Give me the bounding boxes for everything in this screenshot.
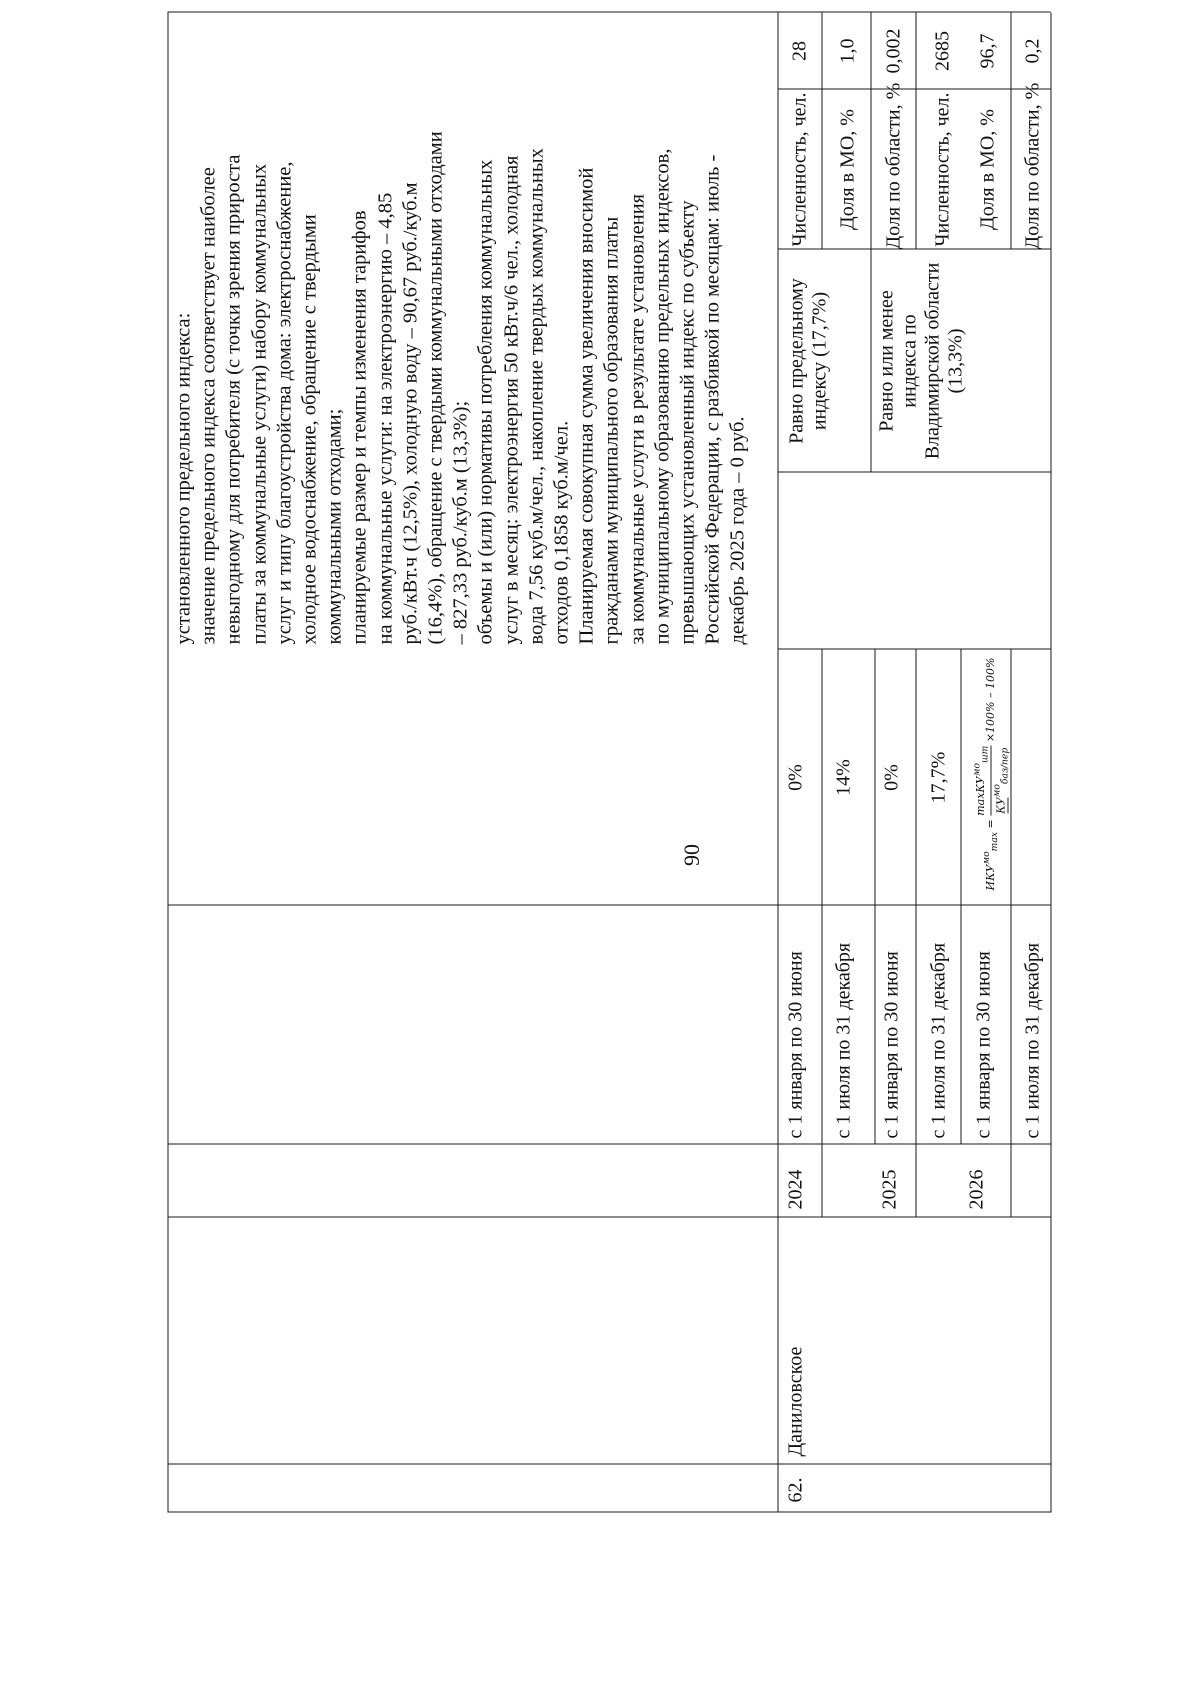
- value-count-1: 28: [788, 41, 811, 61]
- year-2024: 2024: [784, 1169, 807, 1210]
- period-2026-h1: с 1 января по 30 июня: [972, 951, 995, 1139]
- page-number: 90: [679, 844, 704, 866]
- description-line: услуг и типу благоустройства дома: электроснабжение,: [273, 161, 296, 645]
- period-2026-h2: с 1 июля по 31 декабря: [1021, 942, 1044, 1139]
- description-line: Российской Федерации, с разбивкой по месяцам: июль -: [701, 154, 724, 645]
- indicator-share-region-2: Доля по области, %: [1021, 82, 1044, 250]
- description-line: на коммунальные услуги: на электроэнергию – 4,85: [374, 192, 397, 645]
- description-line: гражданами муниципального образования платы: [600, 216, 623, 645]
- period-2024-h1: с 1 января по 30 июня: [784, 951, 807, 1139]
- indicator-share-mo-2: Доля в МО, %: [976, 109, 999, 230]
- group-label-line: Владимирской области: [921, 262, 944, 460]
- municipality-name: Даниловское: [784, 1346, 807, 1457]
- col-divider-year: [168, 1144, 1051, 1145]
- col-divider-index: [778, 649, 1051, 650]
- index-description: [172, 0, 752, 645]
- group-label-line: индекса по: [898, 314, 921, 408]
- formula-tail: ×100% – 100%: [983, 657, 997, 743]
- description-line: отходов 0,1858 куб.м/чел.: [550, 420, 573, 645]
- indicator-count-1: Численность, чел.: [788, 92, 811, 247]
- indicator-divider-3: [1011, 13, 1012, 250]
- formula-fraction: [972, 746, 1011, 816]
- index-2024-h1: 0%: [784, 764, 807, 791]
- col-divider-name: [168, 1217, 1051, 1218]
- description-line: превышающих установленный индекс по субъекту: [676, 200, 699, 645]
- indicator-divider-1: [822, 13, 823, 250]
- description-line: объемы и (или) нормативы потребления коммунальных: [474, 159, 497, 645]
- period-2025-h2: с 1 июля по 31 декабря: [927, 942, 950, 1139]
- formula-lhs-sub: max: [989, 832, 1001, 852]
- indicator-divider-2: [916, 13, 917, 250]
- description-line: Планируемая совокупная сумма увеличения вносимой: [575, 167, 598, 645]
- value-share-mo-2: 96,7: [976, 33, 999, 69]
- value-share-mo-1: 1,0: [836, 38, 859, 64]
- formula-lhs: ИКУ: [983, 864, 997, 891]
- col-divider-number: [168, 1464, 1051, 1465]
- group-label-line: Равно предельному: [785, 278, 808, 444]
- value-share-region-2: 0,2: [1021, 38, 1044, 64]
- period-2024-h2: с 1 июля по 31 декабря: [832, 942, 855, 1139]
- description-line: декабрь 2025 года – 0 руб.: [726, 416, 749, 645]
- table-border-bottom: [1051, 13, 1052, 1513]
- formula-lhs-sup: мо: [981, 851, 993, 865]
- row-number: 62.: [784, 1477, 807, 1503]
- group-label-line: индексу (17,7%): [808, 291, 831, 431]
- description-line: платы за коммунальные услуги) набору коммунальных: [248, 163, 271, 645]
- period-divider-2025: [961, 650, 962, 1145]
- group-divider-1: [871, 13, 872, 473]
- description-line: (16,4%), обращение с твердыми коммунальными отходами: [424, 131, 447, 645]
- description-line: холодное водоснабжение, обращение с твердыми: [298, 214, 321, 645]
- description-line: невыгодному для потребителя (с точки зрения прироста: [222, 154, 245, 645]
- description-line: руб./кВт.ч (12,5%), холодную воду – 90,67 руб./куб.м: [399, 182, 422, 645]
- description-line: – 827,33 руб./куб.м (13,3%);: [449, 400, 472, 645]
- formula-numerator: maxКУ$^{мо}_{шт}$: [971, 745, 991, 816]
- period-sub-divider-1: [822, 650, 823, 1218]
- formula-denominator: $КУ^{мо}_{баз/пер}$: [991, 747, 1011, 814]
- description-line: коммунальными отходами;: [323, 408, 346, 645]
- period-sub-divider-2: [916, 650, 917, 1218]
- index-2025-h2: 17,7%: [927, 751, 950, 804]
- table-border-left: [168, 1512, 1051, 1513]
- row-divider-62: [778, 13, 779, 1513]
- index-2024-h2: 14%: [832, 759, 855, 796]
- period-sub-divider-3: [1011, 650, 1012, 1218]
- col-divider-period: [168, 905, 1051, 906]
- index-formula: $ИКУ^{мо}_{max}$ = maxКУ$^{мо}_{шт}$ $КУ^{мо}_{баз/пер}$ ×100% – 100%: [971, 657, 1011, 891]
- description-line: по муниципальному образованию предельных индексов,: [651, 148, 674, 645]
- year-2025: 2025: [878, 1169, 901, 1210]
- period-2025-h1: с 1 января по 30 июня: [880, 951, 903, 1139]
- group-label-line: Равно или менее: [875, 290, 898, 432]
- col-divider-value: [778, 89, 1051, 90]
- table-border-top: [168, 13, 169, 1513]
- rotated-data-table: [168, 13, 1063, 1513]
- group-label-region-index: [876, 250, 968, 473]
- description-line: вода 7,56 куб.м/чел., накопление твердых коммунальных: [525, 148, 548, 645]
- indicator-count-2: Численность, чел.: [931, 92, 954, 247]
- description-line: установленного предельного индекса:: [172, 312, 195, 645]
- year-2026: 2026: [965, 1169, 988, 1210]
- group-label-line: (13,3%): [944, 328, 967, 394]
- indicator-share-mo-1: Доля в МО, %: [836, 109, 859, 230]
- index-2025-h1: 0%: [880, 764, 903, 791]
- indicator-share-region-1: Доля по области, %: [882, 82, 905, 250]
- period-divider-2024: [875, 650, 876, 1145]
- value-share-region-1: 0,002: [882, 28, 905, 74]
- description-line: планируемые размер и темпы изменения тарифов: [348, 210, 371, 645]
- description-line: за коммунальные услуги в результате установления: [626, 193, 649, 645]
- group-label-limit-index: [786, 250, 832, 473]
- description-line: услуг в месяц: электроэнергия 50 кВт.ч/6 чел., холодная: [500, 155, 523, 645]
- description-line: значение предельного индекса соответствует наиболее: [197, 167, 220, 645]
- value-count-2: 2685: [931, 31, 954, 71]
